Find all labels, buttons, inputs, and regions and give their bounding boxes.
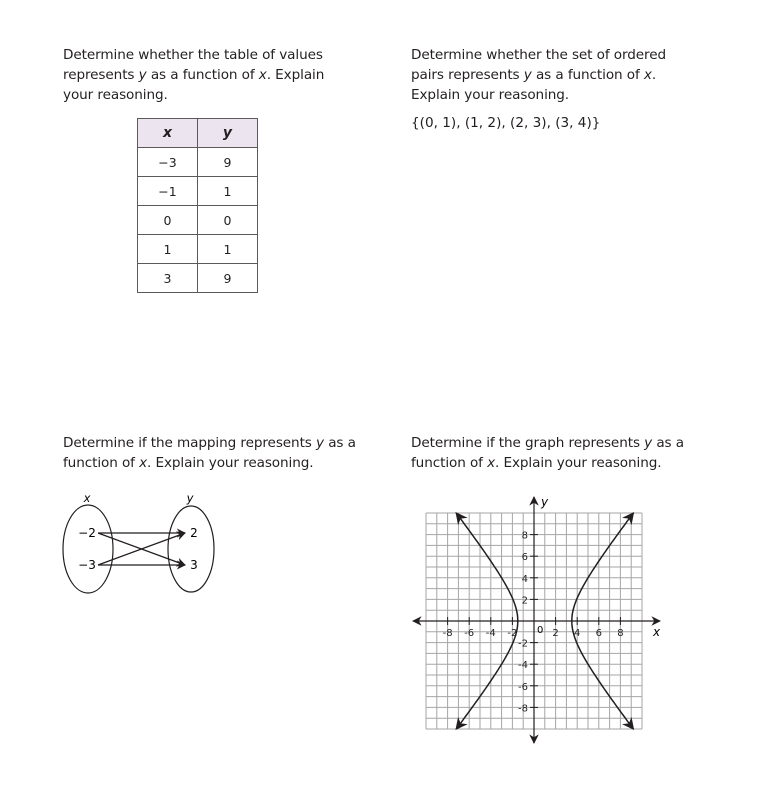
header-y: y xyxy=(198,119,258,148)
y-tick-label: -8 xyxy=(518,703,528,715)
y-tick-label: -6 xyxy=(518,681,528,693)
domain-oval xyxy=(63,505,113,593)
x-tick-label: -2 xyxy=(507,628,518,639)
range-value: 3 xyxy=(190,558,198,572)
range-oval xyxy=(168,506,214,592)
range-value: 2 xyxy=(190,526,198,540)
x-tick-label: 2 xyxy=(552,628,559,639)
y-tick-label: 6 xyxy=(521,552,528,564)
cell-y: 9 xyxy=(198,264,258,293)
x-tick-label: 6 xyxy=(595,628,602,639)
problem-3-prompt: Determine if the mapping represents y as a function of x. Explain your reasoning. xyxy=(63,435,356,471)
y-axis-label: y xyxy=(541,495,549,509)
x-tick-label: 8 xyxy=(617,628,624,639)
header-x: x xyxy=(138,119,198,148)
cell-x: −1 xyxy=(138,177,198,206)
cell-y: 1 xyxy=(198,177,258,206)
x-axis-label: x xyxy=(653,625,661,639)
problem-2-prompt: Determine whether the set of ordered pairs represents y as a function of x. Explain your reasoning. xyxy=(411,47,666,103)
domain-label: x xyxy=(83,491,91,505)
cell-y: 1 xyxy=(198,235,258,264)
x-tick-label: -6 xyxy=(464,628,475,639)
ordered-pairs-set: {(0, 1), (1, 2), (2, 3), (3, 4)} xyxy=(411,115,601,131)
origin-label: 0 xyxy=(537,625,544,636)
cell-x: 1 xyxy=(138,235,198,264)
x-tick-label: -8 xyxy=(442,628,453,639)
cell-y: 9 xyxy=(198,148,258,177)
y-tick-label: 8 xyxy=(521,530,528,542)
x-tick-label: 4 xyxy=(574,628,581,639)
range-label: y xyxy=(186,491,194,505)
domain-value: −3 xyxy=(78,558,96,572)
cell-x: 0 xyxy=(138,206,198,235)
y-tick-label: -2 xyxy=(518,638,528,650)
cell-x: −3 xyxy=(138,148,198,177)
problem-4-prompt: Determine if the graph represents y as a function of x. Explain your reasoning. xyxy=(411,435,684,471)
domain-value: −2 xyxy=(78,526,96,540)
y-tick-label: 2 xyxy=(521,595,528,607)
cell-y: 0 xyxy=(198,206,258,235)
x-tick-label: -4 xyxy=(485,628,496,639)
y-tick-label: 4 xyxy=(521,573,528,585)
y-tick-label: -4 xyxy=(518,660,528,672)
problem-1-prompt: Determine whether the table of values represents y as a function of x. Explain your reasoning. xyxy=(63,47,325,103)
cell-x: 3 xyxy=(138,264,198,293)
